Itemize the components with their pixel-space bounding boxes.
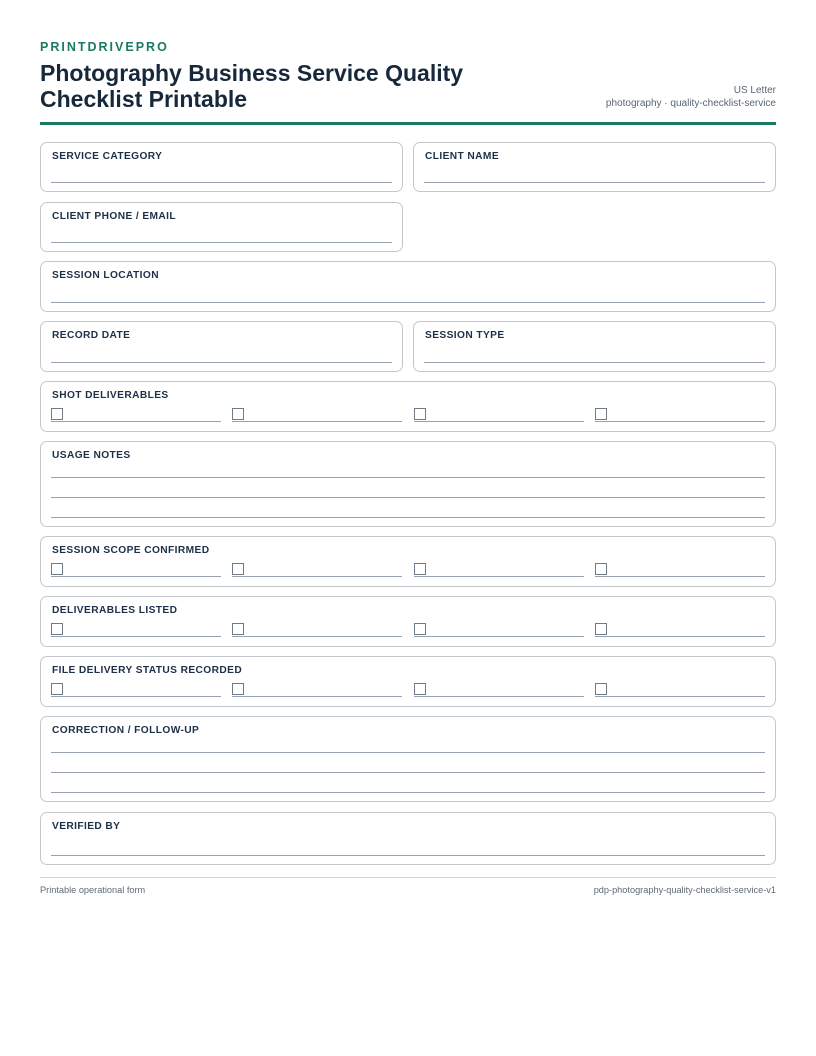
checkbox-item[interactable]	[414, 408, 584, 422]
usage-notes-line[interactable]	[51, 497, 765, 498]
file-delivery-label: FILE DELIVERY STATUS RECORDED	[52, 665, 243, 676]
checkbox-icon[interactable]	[232, 563, 244, 575]
correction-line[interactable]	[51, 772, 765, 773]
client-name-line[interactable]	[424, 182, 765, 183]
session-location-label: SESSION LOCATION	[52, 270, 159, 281]
page-meta	[606, 84, 776, 112]
checkbox-item[interactable]	[232, 563, 402, 577]
shot-deliverables-label: SHOT DELIVERABLES	[52, 390, 169, 401]
checkbox-item[interactable]	[232, 683, 402, 697]
checkbox-icon[interactable]	[232, 408, 244, 420]
correction-line[interactable]	[51, 792, 765, 793]
correction-line[interactable]	[51, 752, 765, 753]
shot-deliverables-group	[40, 381, 776, 432]
verified-by-field[interactable]	[40, 812, 776, 865]
checkbox-item[interactable]	[232, 408, 402, 422]
checkbox-item[interactable]	[414, 623, 584, 637]
checkbox-item[interactable]	[595, 683, 765, 697]
page-tags: photography · quality-checklist-service	[605, 98, 776, 109]
checkbox-icon[interactable]	[232, 683, 244, 695]
correction-field[interactable]	[40, 716, 776, 802]
checkbox-icon[interactable]	[414, 563, 426, 575]
footer-rule	[40, 877, 776, 878]
page-header	[40, 40, 776, 125]
checkbox-icon[interactable]	[414, 683, 426, 695]
session-scope-label: SESSION SCOPE CONFIRMED	[52, 545, 210, 556]
checkbox-icon[interactable]	[595, 683, 607, 695]
checkbox-item[interactable]	[414, 683, 584, 697]
checkbox-item[interactable]	[51, 563, 221, 577]
client-contact-field[interactable]	[40, 202, 403, 252]
checkbox-icon[interactable]	[414, 623, 426, 635]
file-delivery-group	[40, 656, 776, 707]
usage-notes-label: USAGE NOTES	[52, 450, 131, 461]
session-scope-checklist	[51, 563, 765, 577]
service-category-label: SERVICE CATEGORY	[52, 151, 163, 162]
checkbox-item[interactable]	[51, 408, 221, 422]
checkbox-icon[interactable]	[595, 563, 607, 575]
verified-by-line[interactable]	[51, 855, 765, 856]
header	[40, 60, 776, 112]
usage-notes-field[interactable]	[40, 441, 776, 527]
client-contact-label: CLIENT PHONE / EMAIL	[52, 211, 177, 222]
shot-deliverables-checklist	[51, 408, 765, 422]
file-delivery-checklist	[51, 683, 765, 697]
checkbox-icon[interactable]	[51, 408, 63, 420]
checkbox-item[interactable]	[595, 623, 765, 637]
checkbox-item[interactable]	[51, 623, 221, 637]
header-rule	[40, 122, 776, 125]
deliverables-listed-checklist	[51, 623, 765, 637]
checkbox-item[interactable]	[595, 563, 765, 577]
checkbox-icon[interactable]	[51, 623, 63, 635]
usage-notes-line[interactable]	[51, 517, 765, 518]
service-category-line[interactable]	[51, 182, 392, 183]
footer-form-id: pdp-photography-quality-checklist-service-v1	[593, 885, 776, 895]
checkbox-icon[interactable]	[51, 683, 63, 695]
page-title: Photography Business Service Quality Checklist Printable	[40, 60, 464, 112]
checkbox-icon[interactable]	[595, 408, 607, 420]
deliverables-listed-label: DELIVERABLES LISTED	[52, 605, 178, 616]
record-date-label: RECORD DATE	[52, 330, 131, 341]
session-location-field[interactable]	[40, 261, 776, 312]
session-scope-group	[40, 536, 776, 587]
session-type-field[interactable]	[413, 321, 776, 372]
footer-left-text: Printable operational form	[40, 885, 146, 895]
client-name-label: CLIENT NAME	[425, 151, 500, 162]
usage-notes-line[interactable]	[51, 477, 765, 478]
deliverables-listed-group	[40, 596, 776, 647]
verified-by-label: VERIFIED BY	[52, 821, 121, 832]
checkbox-icon[interactable]	[232, 623, 244, 635]
checkbox-icon[interactable]	[595, 623, 607, 635]
record-date-line[interactable]	[51, 362, 392, 363]
brand-logo: PRINTDRIVEPRO	[40, 40, 169, 54]
checkbox-icon[interactable]	[414, 408, 426, 420]
record-date-field[interactable]	[40, 321, 403, 372]
session-type-label: SESSION TYPE	[425, 330, 505, 341]
paper-size: US Letter	[733, 85, 776, 96]
correction-label: CORRECTION / FOLLOW-UP	[52, 725, 200, 736]
service-category-field[interactable]	[40, 142, 403, 192]
client-contact-line[interactable]	[51, 242, 392, 243]
session-type-line[interactable]	[424, 362, 765, 363]
checkbox-item[interactable]	[595, 408, 765, 422]
checkbox-item[interactable]	[414, 563, 584, 577]
checkbox-icon[interactable]	[51, 563, 63, 575]
client-name-field[interactable]	[413, 142, 776, 192]
session-location-line[interactable]	[51, 302, 765, 303]
checkbox-item[interactable]	[232, 623, 402, 637]
checkbox-item[interactable]	[51, 683, 221, 697]
